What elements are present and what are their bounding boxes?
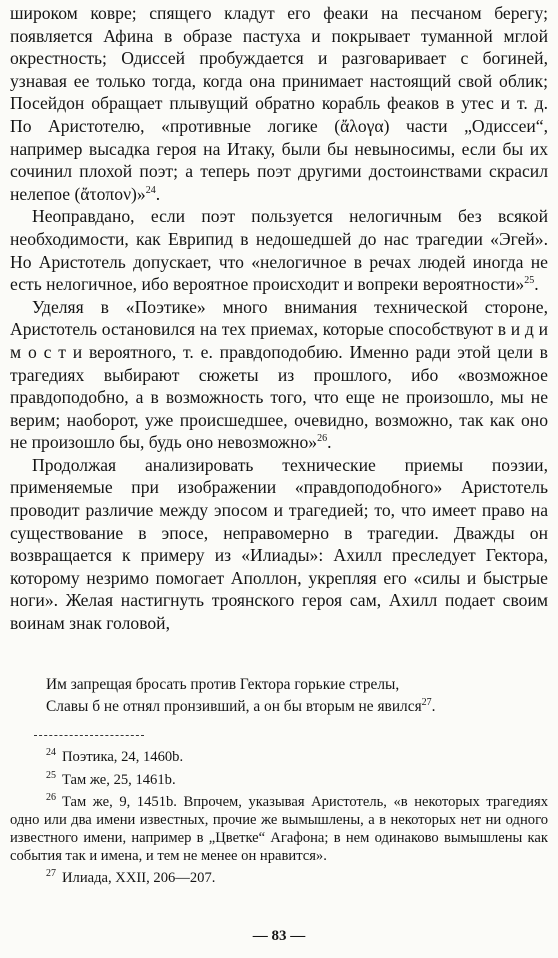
verse-line-1: Им запрещая бросать против Гектора горькие стрелы, (46, 676, 400, 693)
page-number: — 83 — (252, 928, 306, 944)
footnote-text: Там же, 25, 1461b. (62, 771, 176, 788)
verse-line-2-text: Славы б не отнял пронзивший, а он бы вторым не явился (46, 698, 422, 715)
footnote-number: 24 (46, 747, 56, 758)
footnote-ref-25: 25 (524, 275, 535, 287)
footnote-26 (10, 789, 548, 865)
footnote-text: Поэтика, 24, 1460b. (62, 748, 184, 765)
paragraph-2: Неоправдано, если поэт пользуется нелогичным без всякой необходимости, как Еврипид в недошедшей до нас трагедии «Эгей». Но Аристотель допускает, что «нелогичное в речах людей иногда не есть нелогичное, ибо вероятное происходит и вопреки вероятности»$^{25}$. (10, 206, 548, 295)
footnote-number: 26 (46, 792, 56, 804)
body-text (10, 2, 548, 635)
paragraph-1: широком ковре; спящего кладут его феаки на песчаном берегу; появляется Афина в образе пастуха и покрывает туманной мглой окрестность; Одиссей пробуждается и разговаривает с богиней, узнавая ее только тогда, когда она принимает настоящий свой облик; Посейдон обращает плывущий обратно корабль феаков в утес и т. д. По Аристотелю, «противные логике (ἄλογα) части „Одиссеи“, например высадка героя на Итаку, были бы невыносимы, если бы их сочинил плохой поэт; а теперь поэт другими достоинствами скрасил нелепое (ἄτοπον)»$^{24}$. (10, 3, 548, 204)
paragraph-1-text: широком ковре; спящего кладут его феаки на песчаном берегу; появляется Афина в образе пастуха и покрывает туманной мглой окрестность; Одиссей пробуждается и разговаривает с богиней, узнавая ее только тогда, когда она принимает настоящий свой облик; Посейдон обращает плывущий обратно корабль феаков в утес и т. д. По Аристотелю, «противные логике (ἄλογα) части „Одиссеи“, например высадка героя на Итаку, были бы невыносимы, если бы их сочинил плохой поэт; а теперь поэт другими достоинствами скрасил нелепое (ἄτοπον)» (10, 3, 548, 204)
footnote-number: 25 (46, 769, 56, 781)
footnote-text: Там же, 9, 1451b. Впрочем, указывая Аристотель, «в некоторых трагедиях одно или два имени известных, прочие же вымышлены, а в некоторых нет ни одного известного имени, например в „Цветке“ Агафона; в нем одинаково вымышлены как события так и имена, и тем не менее он нравится». (10, 794, 548, 864)
footnotes (10, 744, 548, 888)
footnote-ref-27: 27 (421, 696, 432, 708)
footnote-27 (10, 865, 548, 888)
paragraph-2-text: Неоправдано, если поэт пользуется нелогичным без всякой необходимости, как Еврипид в недошедшей до нас трагедии «Эгей». Но Аристотель допускает, что «нелогичное в речах людей иногда не есть нелогичное, ибо вероятное происходит и вопреки вероятности» (10, 206, 548, 295)
paragraph-4 (10, 454, 548, 635)
footnote-ref-26: 26 (317, 433, 328, 445)
paragraph-3-text: Уделяя в «Поэтике» много внимания технической стороне, Аристотель остановился на тех приемах, которые способствуют в и д и м о с т и вероятного, т. е. правдоподобию. Именно ради этой цели в трагедиях выбирают сюжеты из прошлого, ибо «возможное правдоподобно, а в возможность того, что еще не произошло, мы не верим; наоборот, уже происшедшее, очевидно, возможно, так как оно не произошло бы, будь оно невозможно» (10, 296, 548, 453)
footnote-25 (10, 767, 548, 790)
footnote-24 (10, 744, 548, 767)
footnote-ref-24: 24 (145, 184, 156, 196)
footnote-number: 27 (46, 868, 56, 880)
verse-line-2: Славы б не отнял пронзивший, а он бы вторым не явился$^{27}$. (46, 696, 436, 715)
footnote-separator (34, 735, 144, 736)
footnote-text: Илиада, XXII, 206—207. (62, 870, 216, 887)
paragraph-4-text: Продолжая анализировать технические приемы поэзии, применяемые при изображении «правдоподобного» Аристотель проводит различие между эпосом и трагедией; то, что имеет право на существование в эпосе, неправомерно в трагедии. Дважды он возвращается к примеру из «Илиады»: Ахилл преследует Гектора, которому незримо помогает Аполлон, укрепляя его «силы и быстрые ноги». Желая настигнуть троянского героя сам, Ахилл подает своим воинам знак головой, (10, 454, 548, 634)
paragraph-3: Уделяя в «Поэтике» много внимания технической стороне, Аристотель остановился на тех приемах, которые способствуют в и д и м о с т и вероятного, т. е. правдоподобию. Именно ради этой цели в трагедиях выбирают сюжеты из прошлого, ибо «возможное правдоподобно, а в возможность того, что еще не произошло, мы не верим; наоборот, уже происшедшее, очевидно, возможно, так как оно не произошло бы, будь оно невозможно»$^{26}$. (10, 296, 548, 453)
verse-quote (46, 674, 546, 718)
